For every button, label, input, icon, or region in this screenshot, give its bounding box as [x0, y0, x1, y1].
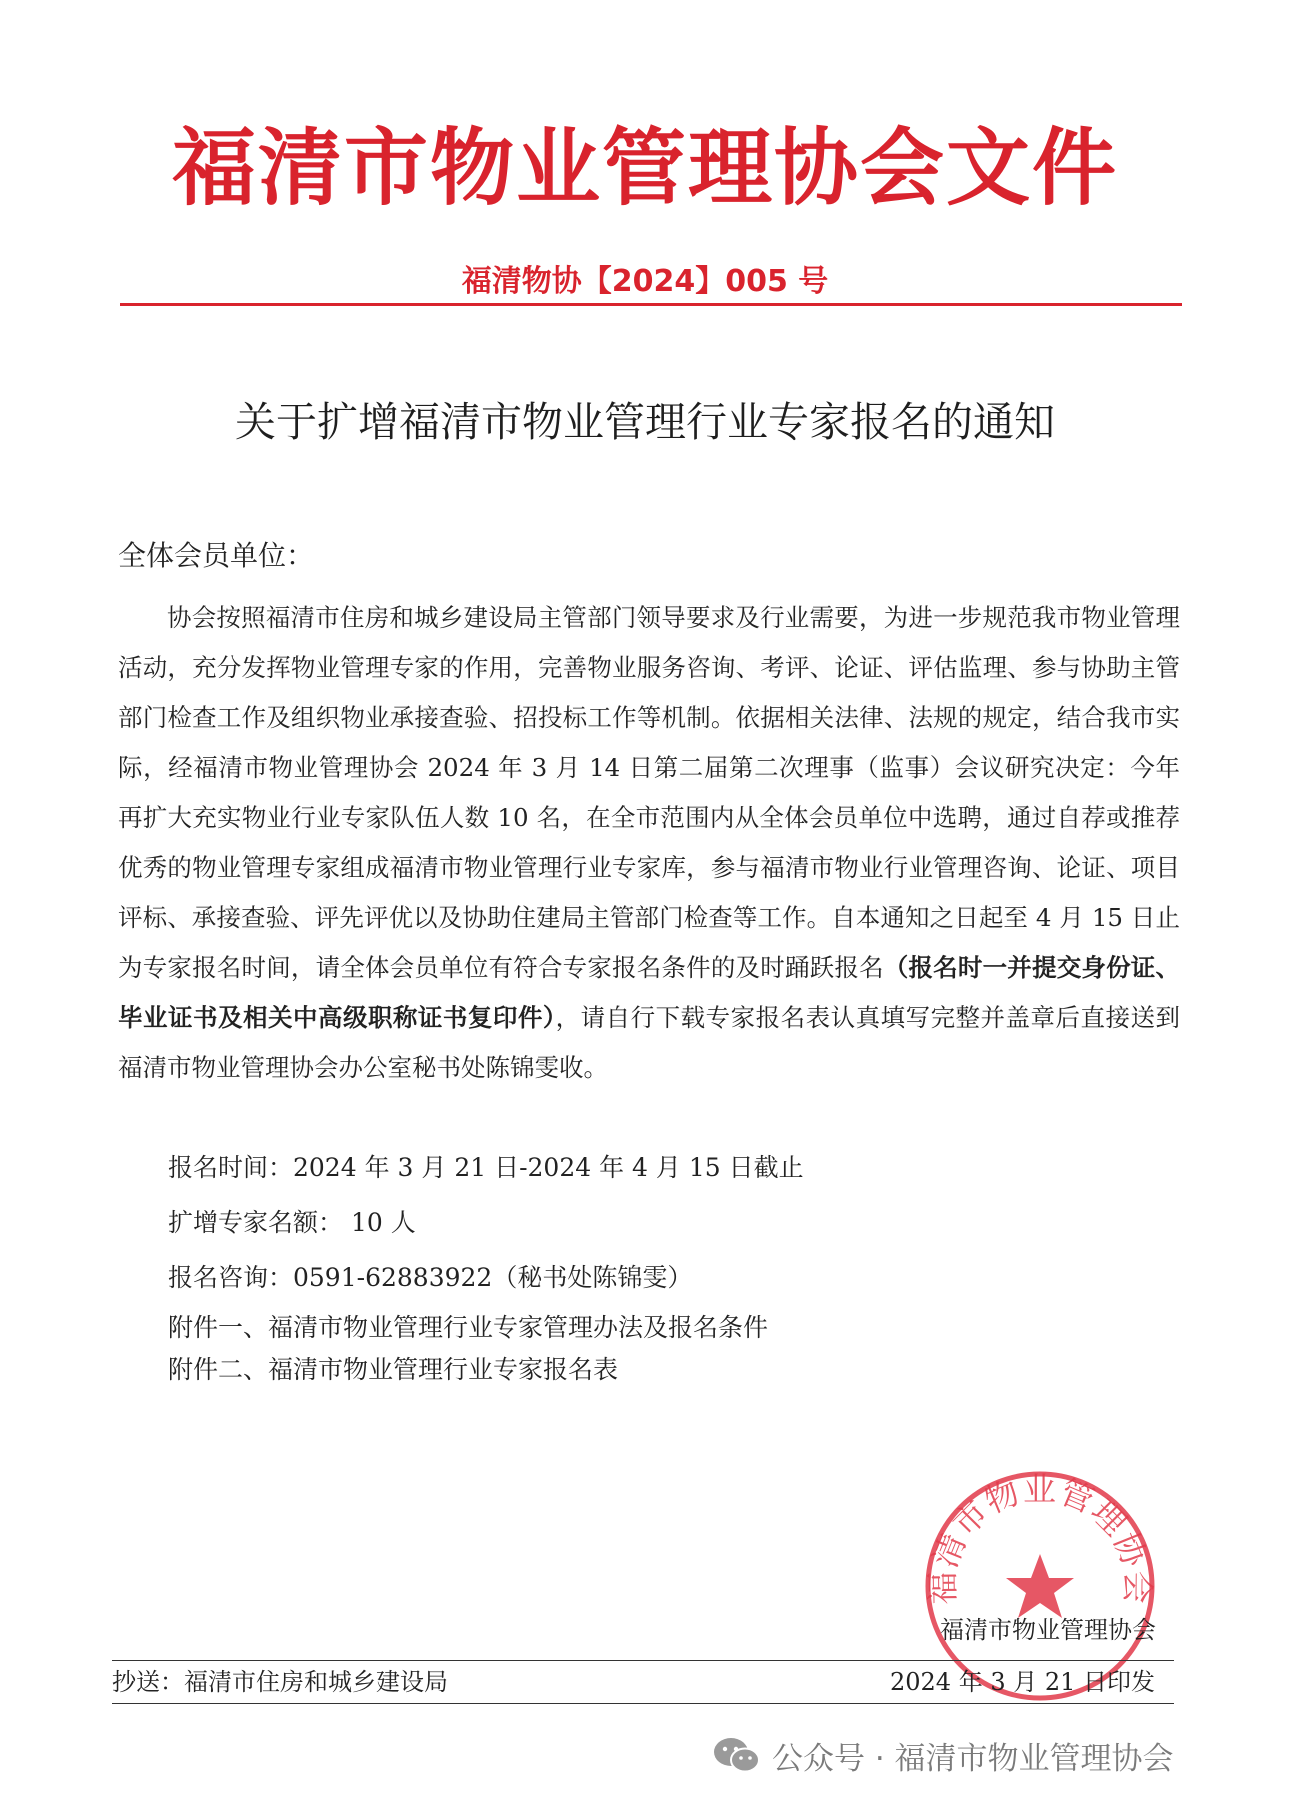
body-part-2: ，请自行下载专家报名表认真填写完整并盖章后直接送到福清市物业管理协会办公室秘书处陈锦雯收。: [118, 1003, 1181, 1082]
footer-rule-bottom: [112, 1703, 1174, 1704]
footer-rule-top: [112, 1660, 1174, 1661]
notice-body: [118, 593, 1180, 1093]
notice-title: 关于扩增福清市物业管理行业专家报名的通知: [235, 398, 1055, 446]
expert-quota: 扩增专家名额： 10 人: [168, 1208, 416, 1237]
body-bold-requirement: （报名时一并提交身份证、毕业证书及相关中高级职称证书复印件）: [118, 953, 1181, 1032]
wechat-watermark: [712, 1730, 1174, 1780]
signature-org: 福清市物业管理协会: [940, 1616, 1156, 1644]
salutation: 全体会员单位：: [118, 539, 315, 572]
print-date: 2024 年 3 月 21 日印发: [890, 1668, 1156, 1696]
attachment-2: 附件二、福清市物业管理行业专家报名表: [168, 1355, 619, 1384]
attachment-1: 附件一、福清市物业管理行业专家管理办法及报名条件: [168, 1313, 769, 1342]
body-part-1: 协会按照福清市住房和城乡建设局主管部门领导要求及行业需要，为进一步规范我市物业管理活动，充分发挥物业管理专家的作用，完善物业服务咨询、考评、论证、评估监理、参与协助主管部门检查工作及组织物业承接查验、招投标工作等机制。依据相关法律、法规的规定，结合我市实际，经福清市物业管理协会 2024 年 3 月 14 日第二届第二次理事（监事）会议研究决定：今年再扩大充实物业行业专家队伍人数 10 名，在全市范围内从全体会员单位中选聘，通过自荐或推荐优秀的物业管理专家组成福清市物业管理行业专家库，参与福清市物业行业管理咨询、论证、项目评标、承接查验、评先评优以及协助住建局主管部门检查等工作。自本通知之日起至 4 月 15 日止为专家报名时间，请全体会员单位有符合专家报名条件的及时踊跃报名: [118, 603, 1180, 982]
wechat-icon: [712, 1735, 762, 1775]
cc-recipient: 抄送：福清市住房和城乡建设局: [112, 1668, 448, 1696]
registration-period: 报名时间：2024 年 3 月 21 日-2024 年 4 月 15 日截止: [168, 1153, 804, 1182]
watermark-text: 公众号 · 福清市物业管理协会: [772, 1740, 1174, 1777]
org-file-title: 福清市物业管理协会文件: [171, 119, 1118, 217]
red-divider: [120, 303, 1182, 306]
registration-consult: 报名咨询：0591-62883922（秘书处陈锦雯）: [168, 1263, 693, 1292]
document-number: 福清物协【2024】005 号: [461, 264, 829, 299]
seal-text: 福清市物业管理协会: [922, 1469, 1158, 1605]
